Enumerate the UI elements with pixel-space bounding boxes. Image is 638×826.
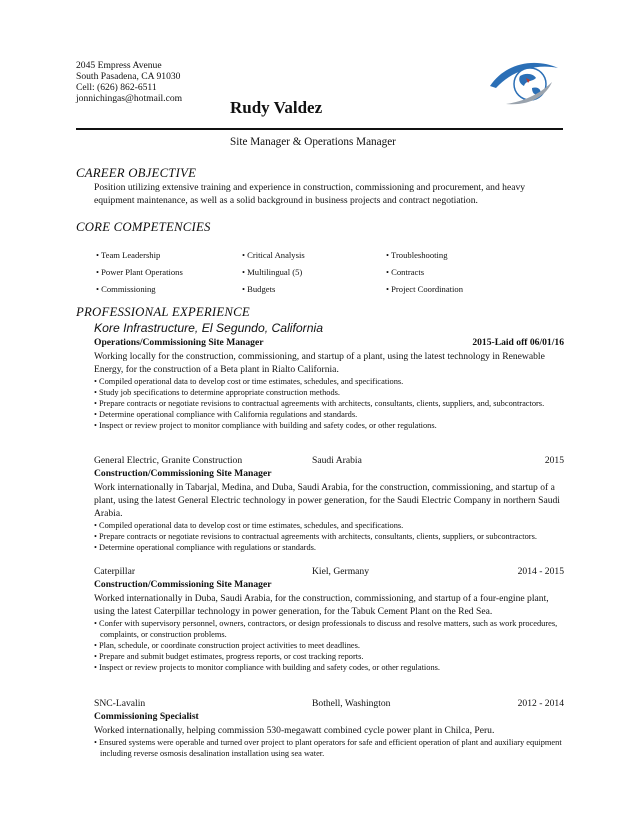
candidate-name: Rudy Valdez (230, 98, 323, 117)
job-company: General Electric, Granite Construction (94, 455, 243, 466)
job-dates: 2014 - 2015 (517, 566, 564, 577)
job-bullet: • Plan, schedule, or coordinate construction project activities to meet deadlines. (94, 641, 360, 650)
job-role: Construction/Commissioning Site Manager (94, 579, 272, 590)
globe-logo-icon (486, 56, 564, 108)
job-bullet: • Inspect or review project to monitor compliance with building and safety codes, or other regulations. (94, 421, 437, 430)
job-entry (94, 566, 564, 673)
competency-item: • Contracts (386, 267, 425, 277)
career-objective-text: Position utilizing extensive training and experience in construction, commissioning and procurement, and heavy equipment maintenance, as well as a solid background in business projects and contract negotiation. (94, 182, 526, 206)
job-bullets (94, 737, 564, 759)
job-entry (94, 337, 564, 431)
job-role-row (94, 337, 564, 350)
job-bullet: • Compiled operational data to develop cost or time estimates, schedules, and specifications. (94, 377, 404, 386)
email: jonnichingas@hotmail.com (76, 93, 183, 104)
job-dates: 2015 (544, 455, 564, 466)
job-bullet: • Determine operational compliance with regulations or standards. (94, 543, 317, 552)
job-role: Commissioning Specialist (94, 711, 199, 722)
job-header-row (94, 698, 564, 711)
job-bullet: • Inspect or review projects to monitor compliance with building and safety codes, or other regulations. (94, 663, 440, 672)
job-header-row (94, 566, 564, 579)
job-company: SNC-Lavalin (94, 698, 146, 709)
career-objective-heading: CAREER OBJECTIVE (76, 166, 197, 180)
job-location: Kiel, Germany (312, 566, 370, 577)
job-bullet: • Prepare contracts or negotiate revisions to contractual agreements with architects, consultants, clients, suppliers, or subcontractors. (94, 532, 537, 541)
job-bullets (94, 520, 564, 553)
competency-item: • Power Plant Operations (96, 267, 183, 277)
header-divider (76, 128, 563, 130)
address-street: 2045 Empress Avenue (76, 60, 162, 71)
company-heading: Kore Infrastructure, El Segundo, California (94, 321, 323, 335)
competency-item: • Multilingual (5) (242, 267, 303, 277)
job-title: Site Manager & Operations Manager (230, 136, 396, 148)
job-location: Bothell, Washington (312, 698, 391, 709)
job-bullet: • Prepare and submit budget estimates, progress reports, or cost tracking reports. (94, 652, 364, 661)
competency-item: • Commissioning (96, 284, 156, 294)
job-description: Work internationally in Tabarjal, Medina, and Duba, Saudi Arabia, for the construction, commissioning, and startup of a plant, using the latest General Electric technology in power generation, for the Saudi Electric Company in northern Saudi Arabia. (94, 482, 560, 519)
job-bullet: • Compiled operational data to develop cost or time estimates, schedules, and specifications. (94, 521, 404, 530)
contact-block (76, 60, 182, 104)
job-bullets (94, 376, 564, 431)
job-entry (94, 698, 564, 759)
job-bullet: • Ensured systems were operable and turned over project to plant operators for safe and efficient operation of plant and auxiliary equipment including reverse osmosis desalination installation using sea water. (94, 738, 562, 758)
job-description: Worked internationally, helping commission 530-megawatt combined cycle power plant in Chilca, Peru. (94, 725, 495, 736)
competency-item: • Troubleshooting (386, 250, 448, 260)
job-bullet: • Study job specifications to determine appropriate construction methods. (94, 388, 340, 397)
job-role: Construction/Commissioning Site Manager (94, 468, 272, 479)
job-description: Working locally for the construction, commissioning, and startup of a plant, using the latest technology in Renewable Energy, for the construction of a Beta plant in Rialto California. (94, 351, 545, 375)
job-description: Worked internationally in Duba, Saudi Arabia, for the construction, commissioning, and startup of a four-engine plant, using the latest Caterpillar technology in power generation, for the Tabuk Cement Plant on the Red Sea. (94, 593, 549, 617)
address-city: South Pasadena, CA 91030 (76, 71, 181, 82)
competency-item: • Budgets (242, 284, 276, 294)
competency-item: • Project Coordination (386, 284, 463, 294)
competency-item: • Team Leadership (96, 250, 161, 260)
core-competencies-heading: CORE COMPETENCIES (76, 220, 211, 234)
job-bullet: • Confer with supervisory personnel, owners, contractors, or design professionals to discuss and resolve matters, such as work procedures, complaints, or construction problems. (94, 619, 558, 639)
job-dates: 2012 - 2014 (517, 698, 564, 709)
professional-experience-heading: PROFESSIONAL EXPERIENCE (76, 305, 250, 319)
job-role-dates: 2015-Laid off 06/01/16 (472, 337, 564, 348)
job-bullet: • Prepare contracts or negotiate revisions to contractual agreements with architects, consultants, clients, suppliers, and, subcontractors. (94, 399, 545, 408)
cell-phone: Cell: (626) 862-6511 (76, 82, 157, 93)
job-entry (94, 455, 564, 553)
job-header-row (94, 455, 564, 468)
job-bullets (94, 618, 564, 673)
competency-item: • Critical Analysis (242, 250, 305, 260)
job-role: Operations/Commissioning Site Manager (94, 337, 264, 348)
job-bullet: • Determine operational compliance with California regulations and standards. (94, 410, 358, 419)
job-location: Saudi Arabia (312, 455, 362, 466)
job-company: Caterpillar (94, 566, 136, 577)
